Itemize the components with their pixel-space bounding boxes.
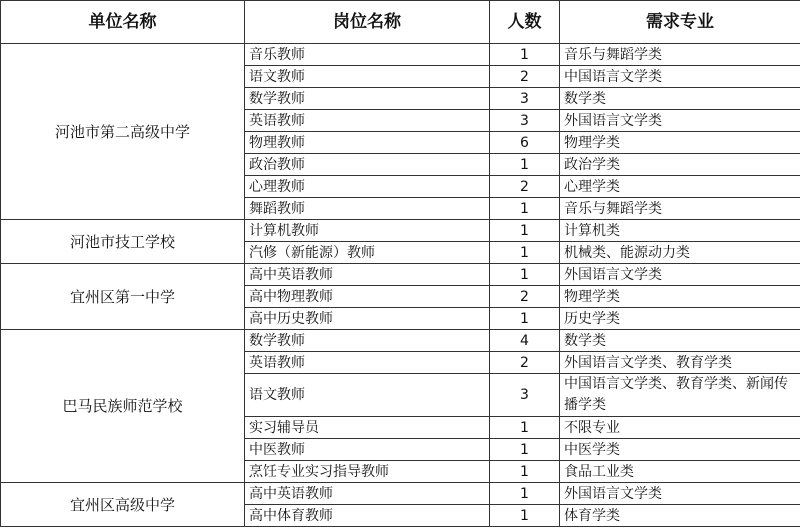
major-cell: 数学类 xyxy=(560,88,800,110)
major-cell: 不限专业 xyxy=(560,417,800,439)
header-count: 人数 xyxy=(490,1,560,44)
count-cell: 1 xyxy=(490,439,560,461)
post-cell: 烹饪专业实习指导教师 xyxy=(245,461,490,483)
post-cell: 音乐教师 xyxy=(245,44,490,66)
count-cell: 1 xyxy=(490,220,560,242)
major-cell: 食品工业类 xyxy=(560,461,800,483)
post-cell: 中医教师 xyxy=(245,439,490,461)
major-cell: 机械类、能源动力类 xyxy=(560,242,800,264)
post-cell: 数学教师 xyxy=(245,88,490,110)
unit-cell: 河池市第二高级中学 xyxy=(1,44,245,220)
major-cell: 体育学类 xyxy=(560,505,800,527)
table-row xyxy=(1,264,800,286)
post-cell: 高中英语教师 xyxy=(245,483,490,505)
header-major: 需求专业 xyxy=(560,1,800,44)
count-cell: 4 xyxy=(490,330,560,352)
count-cell: 1 xyxy=(490,308,560,330)
table-body xyxy=(1,44,800,527)
major-cell: 政治学类 xyxy=(560,154,800,176)
major-cell: 物理学类 xyxy=(560,286,800,308)
unit-cell: 宜州区第一中学 xyxy=(1,264,245,330)
major-cell: 中国语言文学类 xyxy=(560,66,800,88)
count-cell: 1 xyxy=(490,483,560,505)
count-cell: 3 xyxy=(490,110,560,132)
unit-cell: 宜州区高级中学 xyxy=(1,483,245,527)
major-cell: 数学类 xyxy=(560,330,800,352)
post-cell: 心理教师 xyxy=(245,176,490,198)
count-cell: 1 xyxy=(490,242,560,264)
table-row xyxy=(1,44,800,66)
post-cell: 计算机教师 xyxy=(245,220,490,242)
post-cell: 高中体育教师 xyxy=(245,505,490,527)
post-cell: 物理教师 xyxy=(245,132,490,154)
count-cell: 1 xyxy=(490,154,560,176)
table-row xyxy=(1,220,800,242)
header-row xyxy=(1,1,800,44)
major-cell: 外国语言文学类 xyxy=(560,110,800,132)
table-row xyxy=(1,330,800,352)
unit-cell: 巴马民族师范学校 xyxy=(1,330,245,483)
count-cell: 2 xyxy=(490,66,560,88)
post-cell: 舞蹈教师 xyxy=(245,198,490,220)
count-cell: 1 xyxy=(490,198,560,220)
count-cell: 2 xyxy=(490,286,560,308)
major-cell: 历史学类 xyxy=(560,308,800,330)
post-cell: 实习辅导员 xyxy=(245,417,490,439)
unit-cell: 河池市技工学校 xyxy=(1,220,245,264)
major-cell: 外国语言文学类 xyxy=(560,483,800,505)
major-cell: 物理学类 xyxy=(560,132,800,154)
major-cell: 外国语言文学类 xyxy=(560,264,800,286)
count-cell: 2 xyxy=(490,352,560,374)
major-cell: 计算机类 xyxy=(560,220,800,242)
post-cell: 高中物理教师 xyxy=(245,286,490,308)
count-cell: 1 xyxy=(490,264,560,286)
major-cell: 心理学类 xyxy=(560,176,800,198)
count-cell: 2 xyxy=(490,176,560,198)
post-cell: 汽修（新能源）教师 xyxy=(245,242,490,264)
major-cell: 音乐与舞蹈学类 xyxy=(560,44,800,66)
major-cell: 中医学类 xyxy=(560,439,800,461)
major-cell: 中国语言文学类、教育学类、新闻传播学类 xyxy=(560,374,800,417)
post-cell: 语文教师 xyxy=(245,66,490,88)
major-cell: 外国语言文学类、教育学类 xyxy=(560,352,800,374)
header-post: 岗位名称 xyxy=(245,1,490,44)
count-cell: 1 xyxy=(490,417,560,439)
header-unit: 单位名称 xyxy=(1,1,245,44)
post-cell: 语文教师 xyxy=(245,374,490,417)
count-cell: 6 xyxy=(490,132,560,154)
post-cell: 政治教师 xyxy=(245,154,490,176)
count-cell: 1 xyxy=(490,505,560,527)
post-cell: 英语教师 xyxy=(245,110,490,132)
count-cell: 1 xyxy=(490,44,560,66)
post-cell: 高中历史教师 xyxy=(245,308,490,330)
post-cell: 高中英语教师 xyxy=(245,264,490,286)
table-row xyxy=(1,483,800,505)
count-cell: 3 xyxy=(490,88,560,110)
count-cell: 3 xyxy=(490,374,560,417)
post-cell: 数学教师 xyxy=(245,330,490,352)
major-cell: 音乐与舞蹈学类 xyxy=(560,198,800,220)
post-cell: 英语教师 xyxy=(245,352,490,374)
count-cell: 1 xyxy=(490,461,560,483)
